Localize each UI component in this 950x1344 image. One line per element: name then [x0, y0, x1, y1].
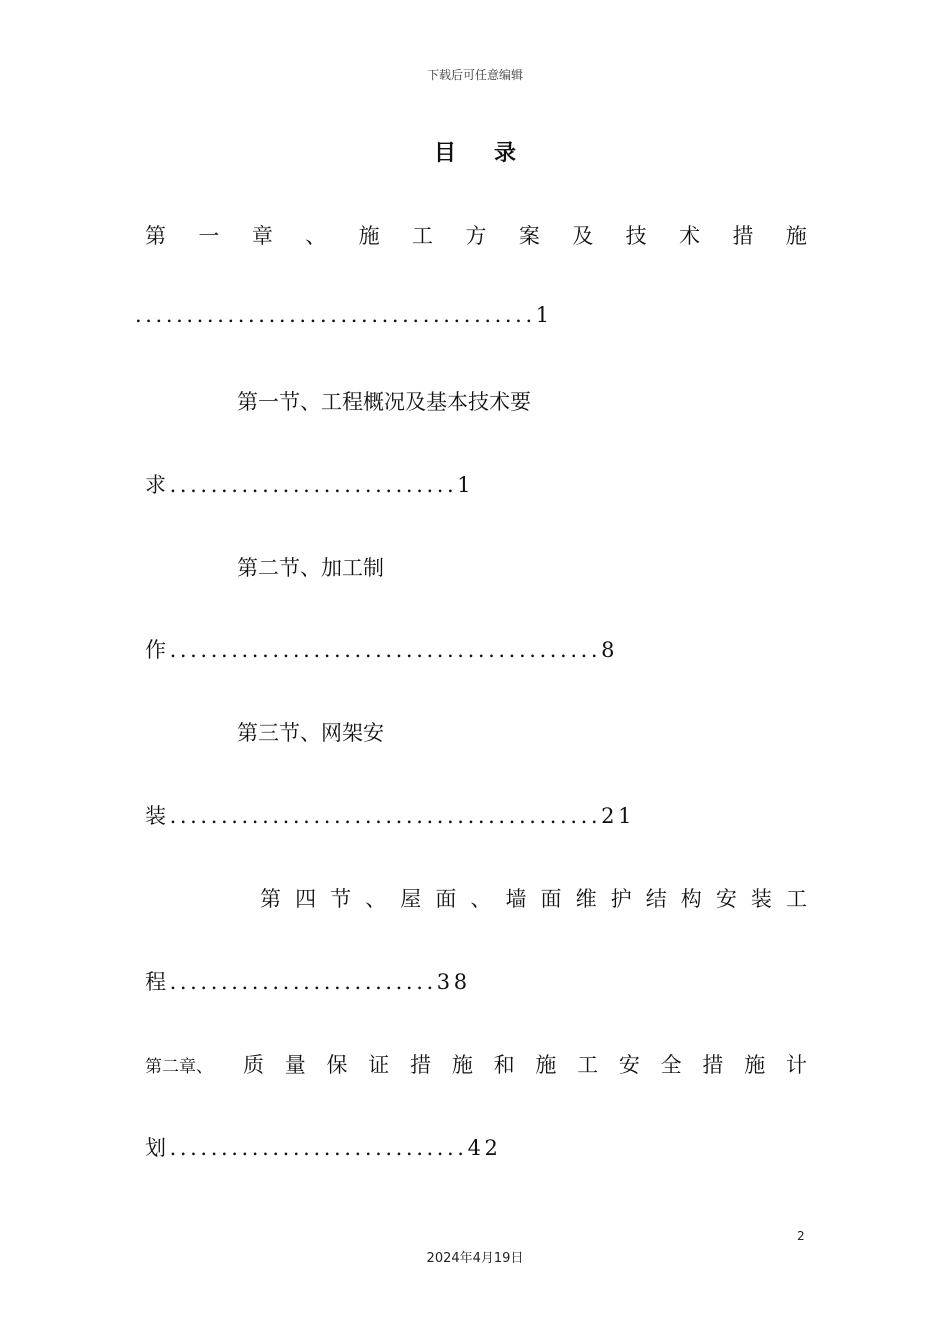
- toc-heading-char: 证: [368, 1053, 390, 1077]
- toc-heading-char: 施: [785, 224, 807, 248]
- toc-heading-char: 施: [358, 224, 380, 248]
- toc-heading-char: 计: [785, 1053, 807, 1077]
- toc-heading-char: 及: [572, 224, 594, 248]
- toc-chapter-1-leader: .......................................1: [135, 303, 553, 327]
- toc-title: 目录: [433, 140, 554, 166]
- toc-heading-char: 技: [625, 224, 647, 248]
- toc-heading-char: 构: [680, 887, 702, 911]
- toc-section-1-leader: 求............................1: [145, 473, 475, 497]
- toc-heading-char: 保: [326, 1053, 348, 1077]
- toc-heading-char: 屋: [400, 887, 422, 911]
- toc-section-2-heading[interactable]: 第二节、加工制: [237, 556, 384, 580]
- toc-heading-char: 面: [435, 887, 457, 911]
- toc-chapter-2-heading[interactable]: [243, 1049, 807, 1079]
- toc-section-4-heading[interactable]: [260, 883, 807, 913]
- toc-chapter-1-heading[interactable]: [145, 220, 807, 250]
- toc-heading-char: 措: [410, 1053, 432, 1077]
- footer-date: 2024年4月19日: [426, 1251, 524, 1266]
- toc-heading-char: 安: [715, 887, 737, 911]
- toc-heading-char: 第: [260, 887, 281, 911]
- toc-heading-char: 术: [679, 224, 701, 248]
- toc-heading-char: 章: [251, 224, 273, 248]
- toc-heading-char: 结: [645, 887, 667, 911]
- toc-heading-char: 量: [284, 1053, 306, 1077]
- toc-chapter-2-prefix: 第二章、: [145, 1057, 213, 1077]
- toc-heading-char: 维: [575, 887, 597, 911]
- toc-heading-char: 、: [365, 887, 387, 911]
- toc-section-3-leader: 装..........................................21: [145, 804, 636, 828]
- toc-heading-char: 面: [540, 887, 562, 911]
- toc-heading-char: 施: [451, 1053, 473, 1077]
- toc-section-3-heading[interactable]: 第三节、网架安: [237, 721, 384, 745]
- toc-heading-char: 墙: [505, 887, 527, 911]
- toc-heading-char: 施: [535, 1053, 557, 1077]
- toc-heading-char: 案: [518, 224, 540, 248]
- toc-heading-char: 护: [610, 887, 632, 911]
- toc-heading-char: 装: [750, 887, 772, 911]
- toc-heading-char: 、: [470, 887, 492, 911]
- toc-heading-char: 第: [145, 224, 166, 248]
- toc-heading-char: 质: [243, 1053, 264, 1077]
- toc-heading-char: 工: [577, 1053, 599, 1077]
- page-number: 2: [797, 1229, 805, 1243]
- toc-heading-char: 安: [618, 1053, 640, 1077]
- toc-heading-char: 方: [465, 224, 487, 248]
- toc-heading-char: 工: [412, 224, 434, 248]
- page-header: 下载后可任意编辑: [426, 68, 523, 82]
- toc-heading-char: 措: [702, 1053, 724, 1077]
- toc-heading-char: 四: [295, 887, 317, 911]
- toc-heading-char: 施: [744, 1053, 766, 1077]
- toc-heading-char: 一: [198, 224, 220, 248]
- toc-heading-char: 全: [660, 1053, 682, 1077]
- toc-heading-char: 措: [732, 224, 754, 248]
- toc-section-4-leader: 程..........................38: [145, 970, 471, 994]
- toc-heading-char: 工: [785, 887, 807, 911]
- toc-chapter-2-leader: 划.............................42: [145, 1136, 502, 1160]
- toc-section-2-leader: 作..........................................8: [145, 638, 619, 662]
- toc-heading-char: 节: [330, 887, 352, 911]
- toc-heading-char: 和: [493, 1053, 515, 1077]
- toc-heading-char: 、: [305, 224, 327, 248]
- toc-section-1-heading[interactable]: 第一节、工程概况及基本技术要: [237, 390, 531, 414]
